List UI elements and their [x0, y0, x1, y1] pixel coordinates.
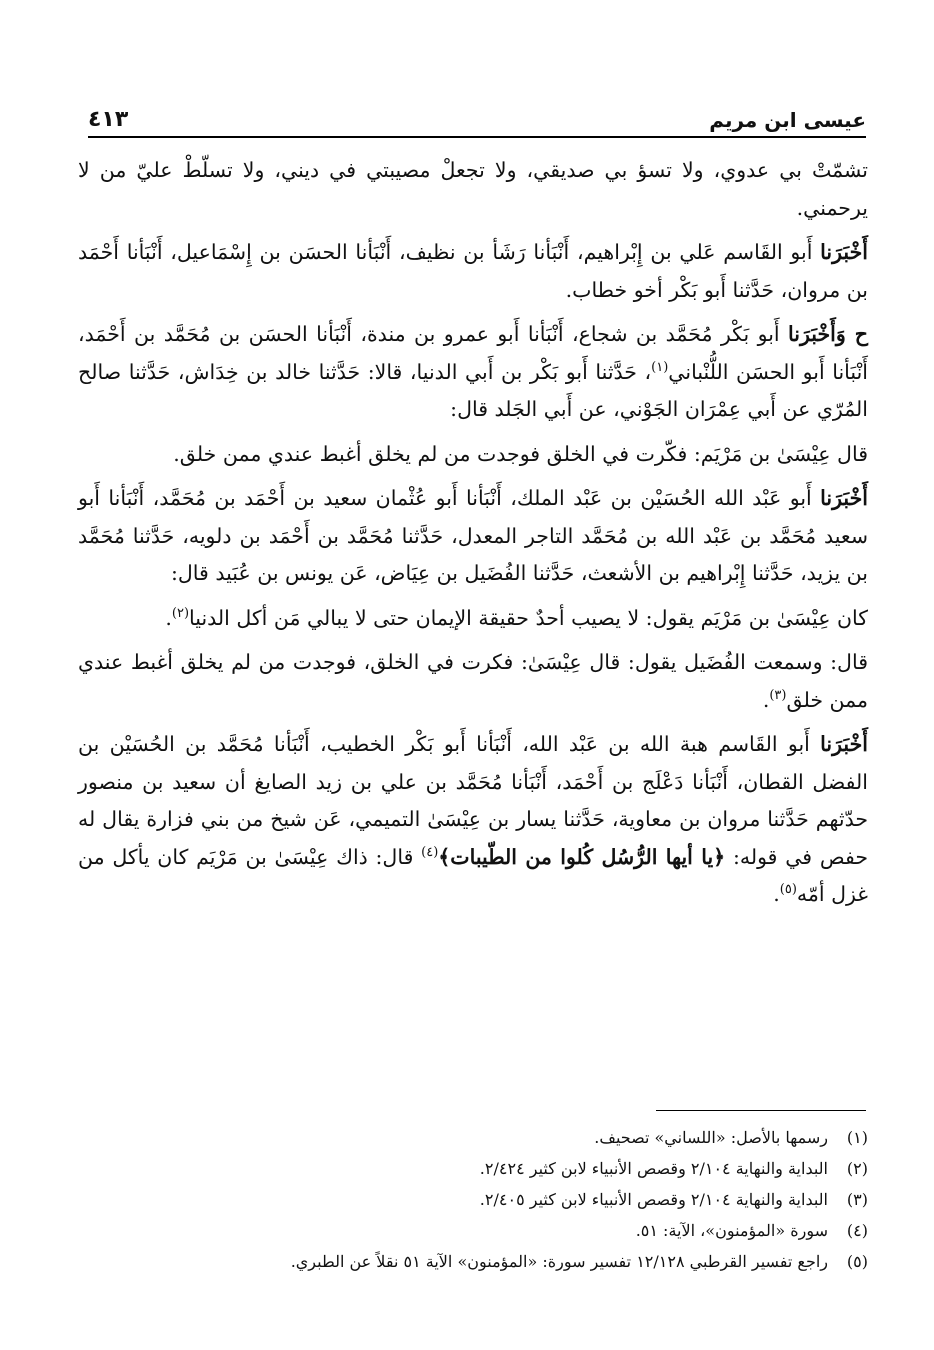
isnad-lead: ح وَأَخْبَرَنا — [788, 322, 868, 346]
footnote — [78, 1246, 868, 1277]
footnote-divider — [656, 1110, 866, 1111]
isnad-lead: أَخْبَرَنا — [820, 486, 868, 510]
footnote-number: (٢) — [846, 1159, 868, 1178]
footnote-ref: (٤) — [421, 844, 439, 860]
paragraph-text-tail: قال: ذاك عِيْسَىٰ بن مَرْيَم كان يأكل من غزل أمّه — [78, 844, 868, 906]
footnote-ref: (١) — [651, 359, 669, 375]
footnote-number: (٤) — [846, 1221, 868, 1240]
paragraph-text: أَبو القَاسم عَلي بن إِبْراهيم، أَنْبَأنا رَشَأ بن نظيف، أَنْبَأنا الحسَن بن إِسْمَاعيل، أَنْبَأنا أَحْمَد بن مروان، حَدَّثنا أَبو بَكْر أخو خطاب. — [78, 240, 868, 302]
isnad-lead: أَخْبَرَنا — [820, 240, 868, 264]
footnote-ref: (٣) — [769, 687, 787, 703]
paragraph-text: تشمّتْ بي عدوي، ولا تسؤ بي صديقي، ولا تجعلْ مصيبتي في ديني، ولا تسلّطْ عليّ من لا يرحمني. — [78, 158, 868, 220]
footnote — [78, 1153, 868, 1184]
footnotes — [78, 1122, 868, 1277]
paragraph-text-tail: . — [165, 605, 172, 630]
footnote — [78, 1122, 868, 1153]
footnote-text: البداية والنهاية ٢/١٠٤ وقصص الأنبياء لابن كثير ٢/٤٠٥. — [479, 1190, 828, 1209]
quran-quote: ﴿يا أيها الرُّسُل كُلوا من الطّيبات﴾ — [438, 844, 726, 869]
footnote-number: (٥) — [846, 1252, 868, 1271]
paragraph — [78, 234, 868, 309]
footnote-text: سورة «المؤمنون»، الآية: ٥١. — [635, 1221, 828, 1240]
paragraph-text: قال عِيْسَىٰ بن مَرْيَم: فكّرت في الخلق فوجدت من لم يخلق أغبط عندي ممن خلق. — [173, 441, 868, 466]
footnote-ref: (٥) — [779, 882, 797, 898]
paragraph-text: أَبو عَبْد الله الحُسَيْن بن عَبْد الملك، أَنْبَأنا أَبو عُثْمان سعيد بن أَحْمَد بن مُحَمَّد، أَنْبَأنا أَبو سعيد مُحَمَّد بن عَبْد الله بن مُحَمَّد التاجر المعدل، حَدَّثنا مُحَمَّد بن أَحْمَد بن دلويه، حَدَّثنا مُحَمَّد بن يزيد، حَدَّثنا إِبْراهيم بن الأشعث، حَدَّثنا الفُضَيل بن عِيَاض، عَن يونس بن عُبَيد قال: — [78, 486, 868, 585]
footnote-ref: (٢) — [171, 605, 190, 621]
paragraph — [78, 726, 868, 914]
paragraph — [78, 600, 868, 638]
footnote-number: (٣) — [846, 1190, 868, 1209]
page-header — [88, 92, 866, 138]
footnote-text: البداية والنهاية ٢/١٠٤ وقصص الأنبياء لابن كثير ٢/٤٢٤. — [479, 1159, 828, 1178]
footnote-text: راجع تفسير القرطبي ١٢/١٢٨ تفسير سورة: «المؤمنون» الآية ٥١ نقلاً عن الطبري. — [290, 1252, 828, 1271]
isnad-lead: أَخْبَرَنا — [820, 732, 868, 756]
running-title: عيسى ابن مريم — [709, 108, 866, 132]
paragraph-text: أَبو القَاسم هبة الله بن عَبْد الله، أَنْبَأنا أَبو بَكْر الخطيب، أَنْبَأنا مُحَمَّد بن الحُسَيْن بن الفضل القطان، أَنْبَأنا دَعْلَج بن أَحْمَد، أَنْبَأنا مُحَمَّد بن علي بن زيد الصايغ أن سعيد بن منصور حدّثهم حَدَّثنا مروان بن معاوية، حَدَّثنا يسار بن عِيْسَىٰ التميمي، عَن شيخ من بني فزارة يقال له حفص في قوله: — [78, 732, 868, 869]
paragraph — [78, 480, 868, 593]
paragraph-text-end: . — [773, 882, 780, 906]
footnote-text: رسمها بالأصل: «اللساني» تصحيف. — [594, 1128, 828, 1147]
paragraph — [78, 436, 868, 474]
footnote-number: (١) — [846, 1128, 868, 1147]
paragraph-text-tail: . — [762, 687, 770, 712]
footnote — [78, 1215, 868, 1246]
page-number: ٤١٣ — [88, 107, 129, 132]
paragraph-text: قال: وسمعت الفُضَيل يقول: قال عِيْسَىٰ: فكرت في الخلق، فوجدت من لم يخلق أغبط عندي ممن خلق — [78, 650, 868, 712]
paragraph-text: كان عِيْسَىٰ بن مَرْيَم يقول: لا يصيب أحدٌ حقيقة الإيمان حتى لا يبالي مَن أكل الدنيا — [189, 605, 868, 630]
paragraph — [78, 316, 868, 429]
paragraph — [78, 152, 868, 227]
paragraph-text-tail: ، حَدَّثنا أَبو بَكْر بن أَبي الدنيا، قالا: حَدَّثنا خالد بن خِدَاش، حَدَّثنا صالح المُرّي عن أَبي عِمْرَان الجَوْني، عن أَبي الجَلد قال: — [78, 359, 868, 421]
main-text — [78, 152, 868, 921]
footnote — [78, 1184, 868, 1215]
paragraph-text: أَبو بَكْر مُحَمَّد بن شجاع، أَنْبَأنا أَبو عمرو بن مندة، أَنْبَأنا الحسَن بن مُحَمَّد بن أَحْمَد، أَنْبَأنا أَبو الحسَن اللُّنْباني — [78, 322, 868, 384]
paragraph — [78, 644, 868, 719]
